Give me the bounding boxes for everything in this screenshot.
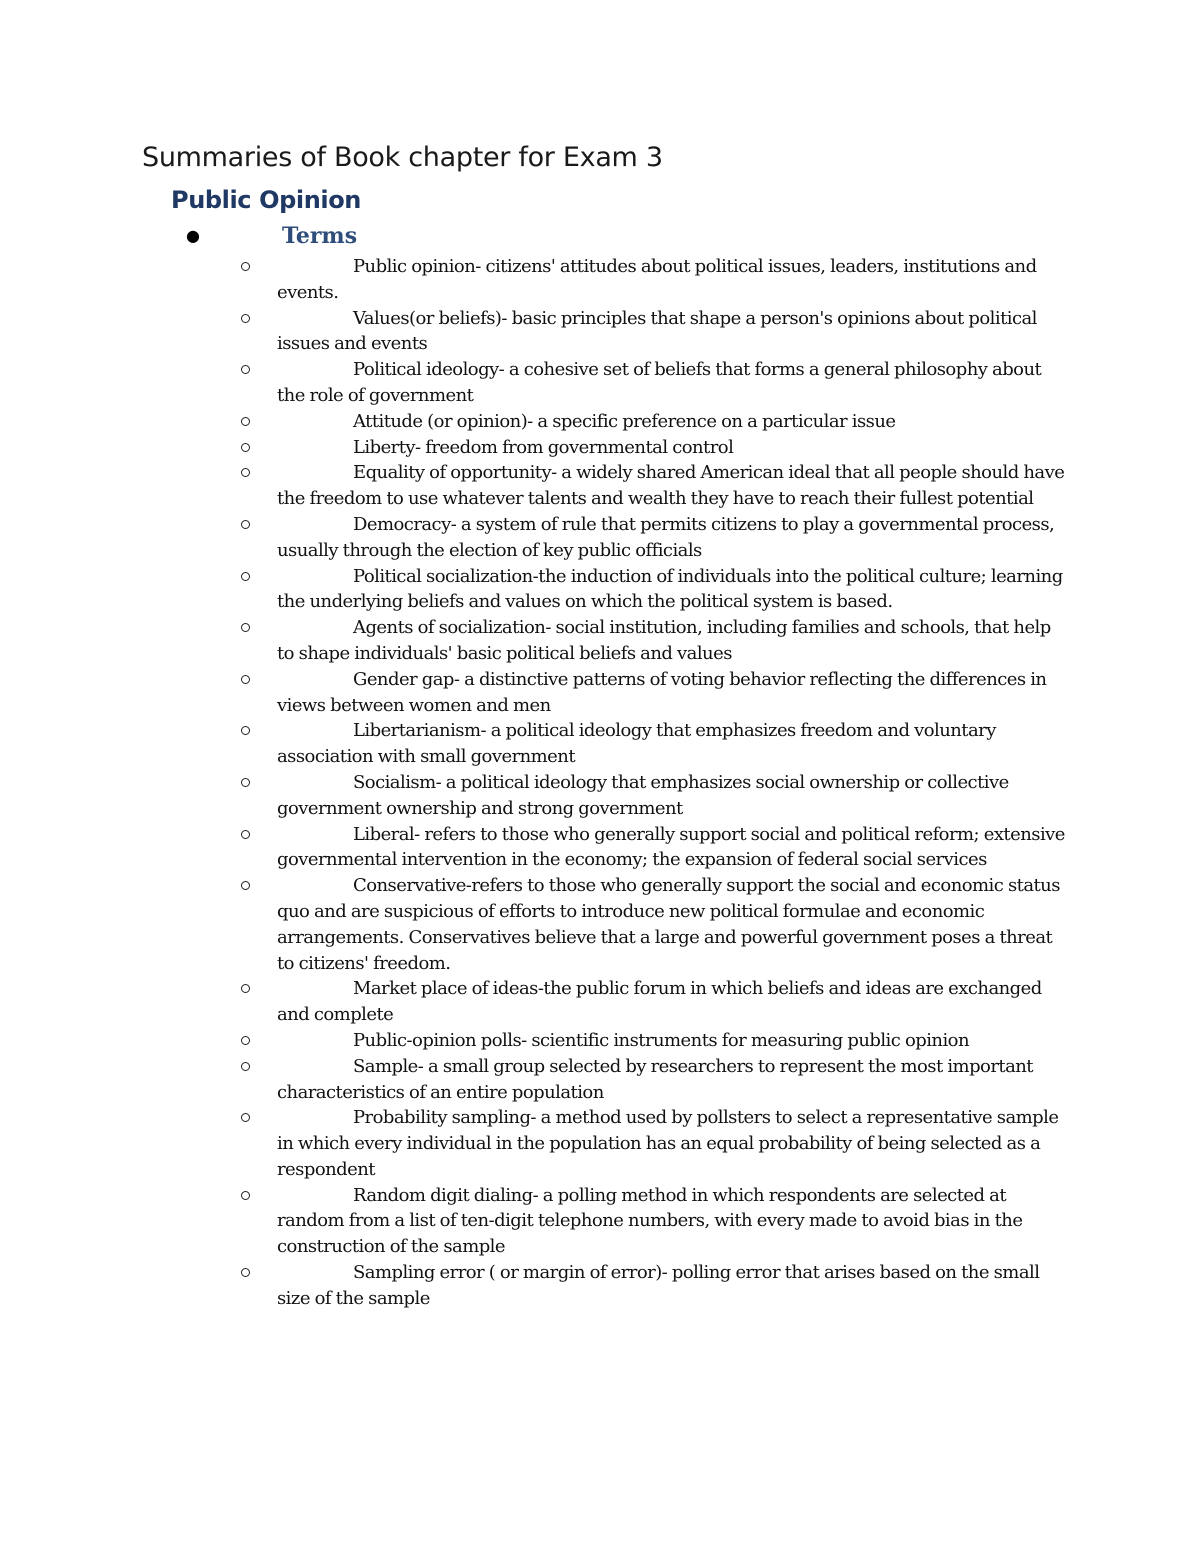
term-text: Democracy- a system of rule that permits citizens to play a governmental process, usually through the election of key public officials [277,513,1055,561]
hollow-bullet-icon [241,984,250,993]
hollow-bullet-icon [241,1268,250,1277]
hollow-bullet-icon [241,443,250,452]
term-item [0,770,1067,822]
term-text: Political ideology- a cohesive set of beliefs that forms a general philosophy about the role of government [277,359,1042,406]
term-text: Values(or beliefs)- basic principles that shape a person's opinions about political issues and events [277,307,1037,355]
hollow-bullet-icon [241,468,250,477]
term-item [0,512,1067,564]
term-text: Sample- a small group selected by researchers to represent the most important characteristics of an entire population [277,1055,1033,1103]
term-text: Gender gap- a distinctive patterns of voting behavior reflecting the differences in views between women and men [277,668,1047,716]
term-item [0,615,1067,667]
term-item [0,460,1067,512]
term-item [0,435,1067,461]
hollow-bullet-icon [241,1191,250,1200]
term-item [0,409,1067,435]
bullet-icon: ● [186,226,200,245]
term-text: Public-opinion polls- scientific instruments for measuring public opinion [353,1029,969,1051]
term-text: Libertarianism- a political ideology that emphasizes freedom and voluntary association with small government [277,720,996,768]
subsection-heading: Terms [282,223,358,249]
term-item [0,873,1067,976]
term-text: Probability sampling- a method used by pollsters to select a representative sample in which every individual in the population has an equal probability of being selected as a respondent [277,1107,1059,1180]
term-item [0,254,1067,306]
term-item [0,1028,1067,1054]
hollow-bullet-icon [241,778,250,787]
term-text: Sampling error ( or margin of error)- polling error that arises based on the small size of the sample [277,1262,1040,1309]
term-item [0,1054,1067,1106]
hollow-bullet-icon [241,623,250,632]
term-text: Attitude (or opinion)- a specific preference on a particular issue [353,410,896,432]
term-item [0,1105,1067,1182]
term-text: Liberal- refers to those who generally support social and political reform; extensive governmental intervention in the economy; the expansion of federal social services [277,823,1065,871]
hollow-bullet-icon [241,314,250,323]
term-item [0,976,1067,1028]
term-item [0,1260,1067,1312]
section-heading: Public Opinion [171,186,361,214]
hollow-bullet-icon [241,1036,250,1045]
document-title: Summaries of Book chapter for Exam 3 [142,142,663,173]
term-text: Equality of opportunity- a widely shared American ideal that all people should have the freedom to use whatever talents and wealth they have to reach their fullest potential [277,462,1065,510]
hollow-bullet-icon [241,520,250,529]
hollow-bullet-icon [241,1062,250,1071]
term-item [0,667,1067,719]
hollow-bullet-icon [241,365,250,374]
hollow-bullet-icon [241,726,250,735]
term-text: Liberty- freedom from governmental control [353,436,734,458]
term-text: Conservative-refers to those who generally support the social and economic status quo and are suspicious of efforts to introduce new political formulae and economic arrangements. Conservatives believe that a large and powerful government poses a threat to citizens' freedom. [277,875,1060,974]
term-text: Market place of ideas-the public forum in which beliefs and ideas are exchanged and complete [277,978,1042,1026]
term-item [0,564,1067,616]
term-text: Public opinion- citizens' attitudes about political issues, leaders, institutions and events. [277,256,1037,303]
hollow-bullet-icon [241,675,250,684]
term-item [0,1183,1067,1260]
terms-list [0,254,1200,1312]
term-text: Agents of socialization- social institution, including families and schools, that help to shape individuals' basic political beliefs and values [277,617,1051,664]
term-item [0,306,1067,358]
hollow-bullet-icon [241,830,250,839]
hollow-bullet-icon [241,881,250,890]
hollow-bullet-icon [241,262,250,271]
term-text: Socialism- a political ideology that emphasizes social ownership or collective government ownership and strong government [277,771,1009,819]
term-text: Political socialization-the induction of individuals into the political culture; learning the underlying beliefs and values on which the political system is based. [277,565,1063,613]
hollow-bullet-icon [241,572,250,581]
hollow-bullet-icon [241,1113,250,1122]
term-text: Random digit dialing- a polling method in which respondents are selected at random from a list of ten-digit telephone numbers, with every made to avoid bias in the construction of the sample [277,1184,1023,1258]
term-item [0,822,1067,874]
term-item [0,357,1067,409]
hollow-bullet-icon [241,417,250,426]
term-item [0,718,1067,770]
